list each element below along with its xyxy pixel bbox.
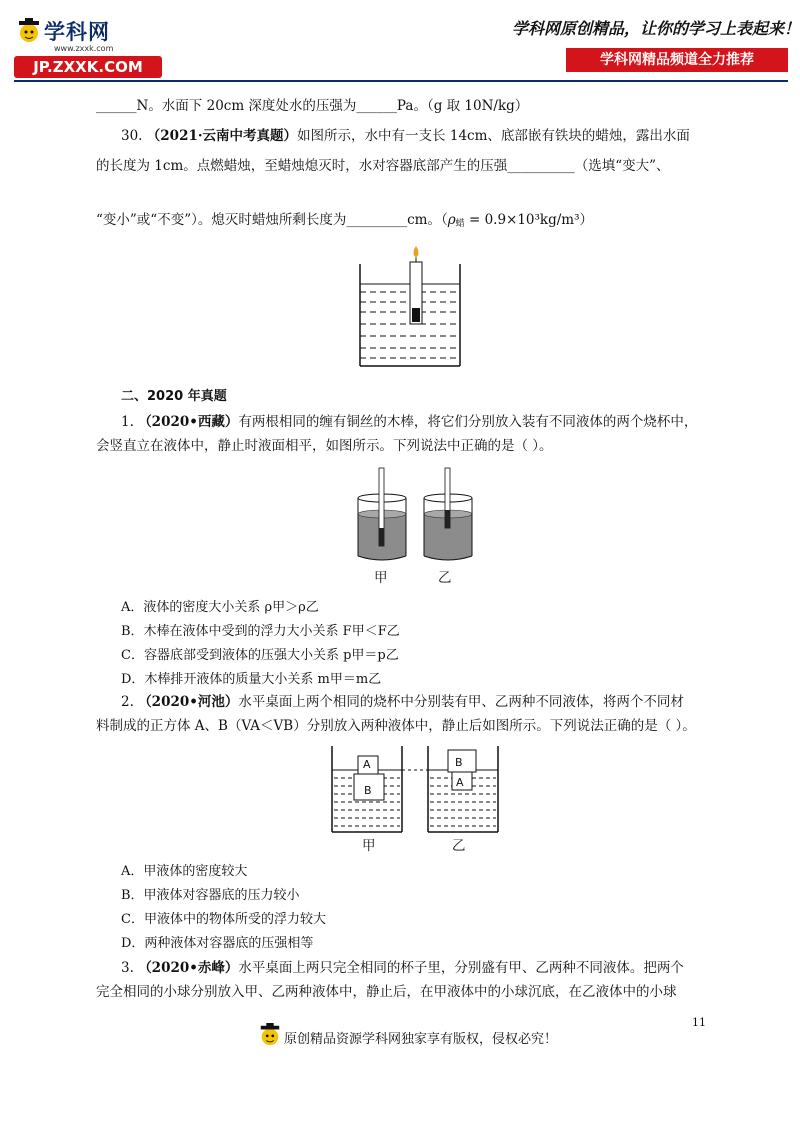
page-number: 11 (692, 1016, 706, 1029)
question-source: （2020•赤峰） (138, 960, 239, 976)
option-a: A．甲液体的密度较大 (121, 864, 248, 879)
cubes-in-liquids-figure (326, 744, 504, 836)
question-number: 1. (121, 414, 134, 430)
question-30-line-2: 的长度为 1cm。点燃蜡烛，至蜡烛熄灭时，水对容器底部产生的压强__________（选填“变大”、 (96, 158, 670, 174)
question-number: 3. (121, 960, 134, 976)
rho-symbol: ρ (447, 212, 456, 228)
option-a: A．液体的密度大小关系 ρ甲＞ρ乙 (121, 600, 319, 615)
question-source: （2021·云南中考真题） (146, 128, 298, 144)
question-3-line-2: 完全相同的小球分别放入甲、乙两种液体中，静止后，在甲液体中的小球沉底，在乙液体中的小球 (96, 984, 677, 1000)
question-source: （2020•西藏） (138, 414, 239, 430)
option-b: B．木棒在液体中受到的浮力大小关系 F甲＜F乙 (121, 624, 400, 639)
candle-in-water-figure (352, 244, 468, 368)
question-2-line-2: 料制成的正方体 A、B（VA＜VB）分别放入两种液体中，静止后如图所示。下列说法正确的是（ ）。 (96, 718, 696, 734)
header-slogan: 学科网原创精品，让你的学习上表起来！ (512, 19, 800, 38)
figure-label-jia: 甲 (374, 570, 388, 586)
question-text: 水平桌面上两只完全相同的杯子里，分别盛有甲、乙两种不同液体。把两个 (238, 960, 684, 976)
beakers-with-rods-figure (352, 466, 484, 566)
option-b: B．甲液体对容器底的压力较小 (121, 888, 300, 903)
question-30-line-3: “变小”或“不变”）。熄灭时蜡烛所剩长度为_________cm。$(\rho_蜡 = 0.9\times 10^3kg/m^3)$ (96, 212, 594, 229)
option-d: D．木棒排开液体的质量大小关系 m甲＝m乙 (121, 672, 382, 687)
question-text: 水平桌面上两个相同的烧杯中分别装有甲、乙两种不同液体，将两个不同材 (238, 694, 684, 710)
cube-a-label: A (363, 758, 371, 771)
figure-label-yi: 乙 (438, 570, 452, 586)
cube-b-label-right: B (455, 756, 463, 769)
section-title: 二、2020 年真题 (121, 389, 227, 404)
question-1-line-1 (121, 412, 697, 432)
logo-domain: JP.ZXXK.COM (14, 56, 162, 78)
question-30-line-1 (121, 126, 690, 146)
figure-label-jia: 甲 (362, 838, 376, 854)
question-text: 有两根相同的缠有铜丝的木棒，将它们分别放入装有不同液体的两个烧杯中， (238, 414, 698, 430)
density-value: = 0.9×10³kg/m³ (464, 212, 580, 228)
header-divider (14, 80, 788, 82)
mascot-icon (258, 1020, 282, 1050)
question-3-line-1 (121, 958, 684, 978)
mascot-icon (16, 16, 42, 46)
option-c: C．容器底部受到液体的压强大小关系 p甲＝p乙 (121, 648, 399, 663)
question-number: 30. (121, 128, 143, 144)
cube-a-label-right: A (456, 776, 464, 789)
question-2-line-1 (121, 692, 684, 712)
copyright-text: 原创精品资源学科网独家享有版权，侵权必究！ (284, 1032, 558, 1047)
option-d: D．两种液体对容器底的压强相等 (121, 936, 314, 951)
option-c: C．甲液体中的物体所受的浮力较大 (121, 912, 326, 927)
copyright-footer (258, 1020, 618, 1054)
header-channel-banner: 学科网精品频道全力推荐 (566, 48, 788, 72)
question-number: 2. (121, 694, 134, 710)
logo-text: 学科网 (44, 20, 110, 44)
figure-label-yi: 乙 (452, 838, 466, 854)
rho-subscript: 蜡 (455, 219, 465, 229)
zxxk-logo (14, 14, 164, 76)
question-source: （2020•河池） (138, 694, 239, 710)
question-1-line-2: 会竖直立在液体中，静止时液面相平，如图所示。下列说法中正确的是（ ）。 (96, 438, 553, 454)
cube-b-label: B (364, 784, 372, 797)
question-text: 如图所示，水中有一支长 14cm、底部嵌有铁块的蜡烛，露出水面 (297, 128, 690, 144)
carryover-line: ______N。水面下 20cm 深度处水的压强为______Pa。（g 取 10N/kg） (96, 98, 529, 114)
logo-url: www.zxxk.com (54, 44, 114, 53)
